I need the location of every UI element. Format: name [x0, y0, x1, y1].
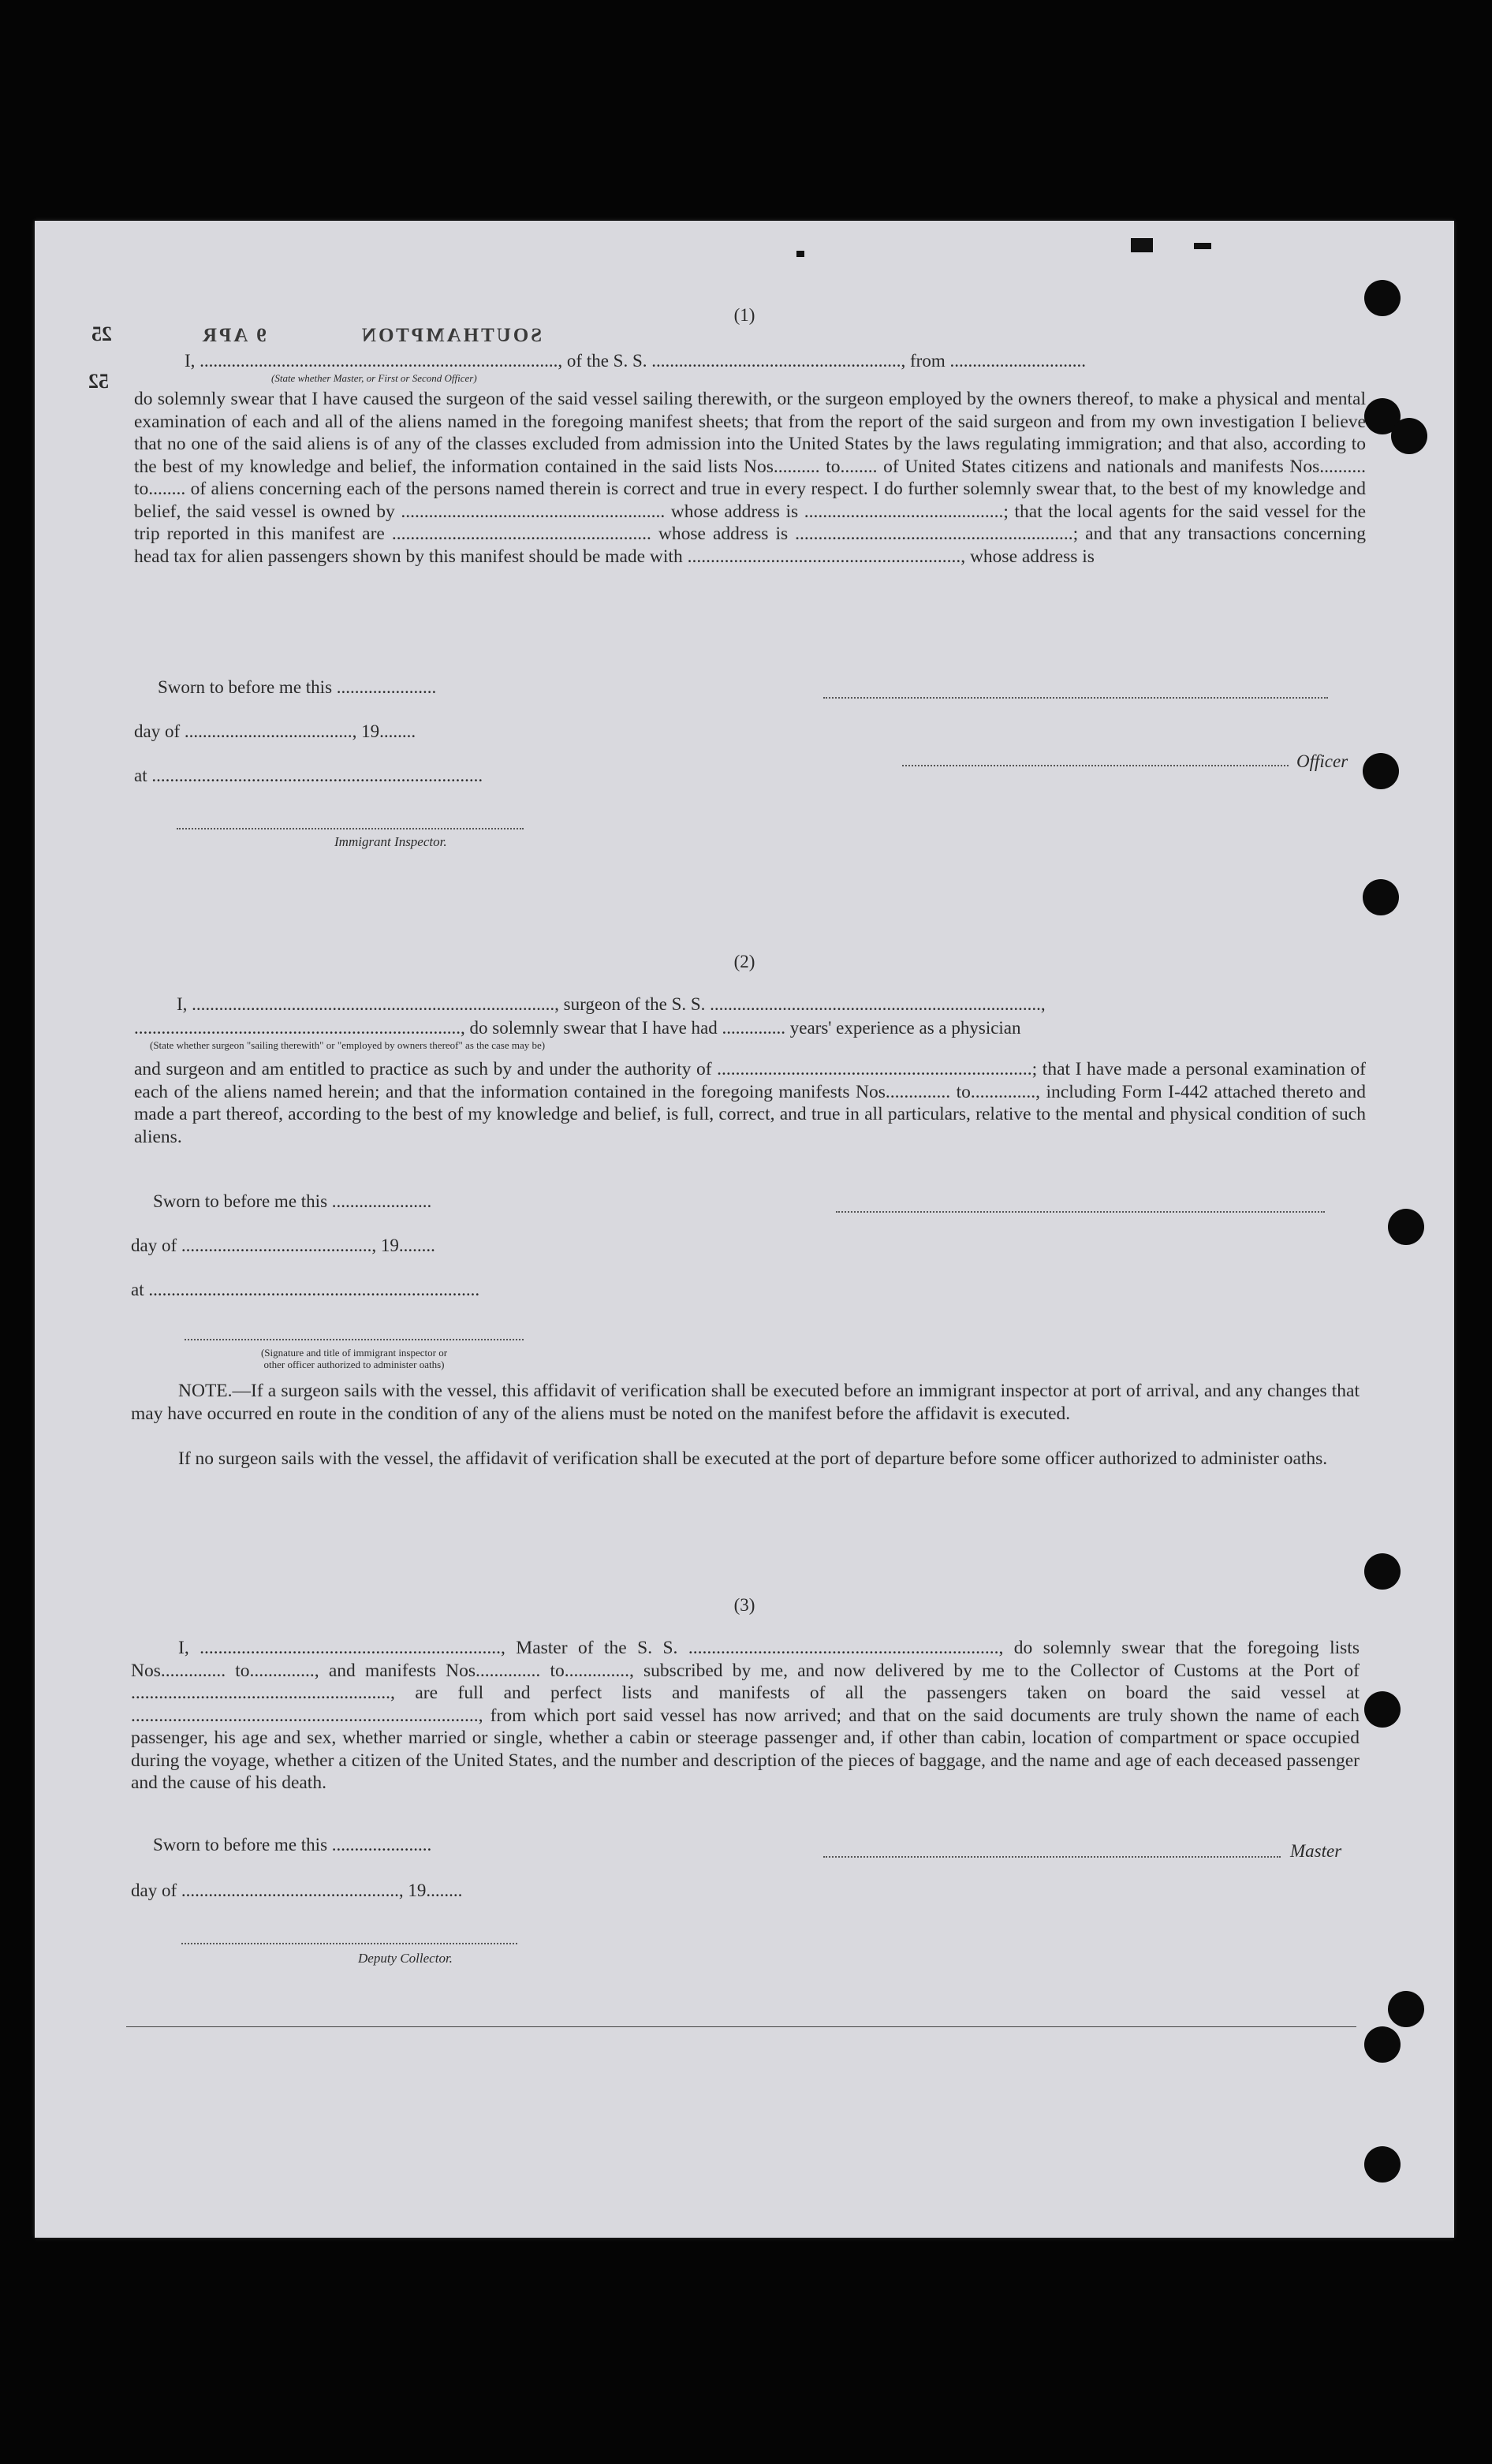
margin-mark-bottom: 52 [88, 370, 109, 393]
stamp-date: 9 APR [200, 325, 267, 346]
section1-at: at ......................................................................... [134, 766, 483, 785]
section1-line1: I, ..............................................................................., of the S. S. ......................................................., from .............................. [185, 351, 1086, 371]
section1-body: do solemnly swear that I have caused the surgeon of the said vessel sailing therewith, or the surgeon employed by the owners thereof, to make a physical and mental examination of each and all of the aliens named in the foregoing manifest sheets; that from the report of the said surgeon and from my own investigation I believe that no one of the said aliens is of any of the classes excluded from admission into the United States by the laws regulating immigration; and that also, according to the best of my knowledge and belief, the information contained in the said lists Nos.......... to........ of United States citizens and nationals and manifests Nos.......... to........ of aliens concerning each of the persons named therein is correct and true in every respect. I do further solemnly swear that, to the best of my knowledge and belief, the said vessel is owned by ......................................................... whose address is ...........................................; that the local agents for the said vessel for the trip reported in this manifest are ........................................................ whose address is ............................................................; and that any transactions concerning head tax for alien passengers shown by this manifest should be made with ..........................................................., whose address is [134, 389, 1366, 567]
document-sheet [35, 221, 1454, 2238]
inspector-line [177, 828, 524, 829]
section1-officer: Officer [1296, 751, 1348, 771]
ink-blot [796, 251, 804, 257]
section1-day: day of ....................................., 19........ [134, 721, 416, 741]
section2-note-para2: If no surgeon sails with the vessel, the affidavit of verification shall be executed at the port of departure before some officer authorized to administer oaths. [178, 1448, 1328, 1469]
section2-signature-note: (Signature and title of immigrant inspector or other officer authorized to administer oaths) [260, 1347, 448, 1370]
section3-sworn: Sworn to before me this ...................... [153, 1835, 432, 1855]
section1-number: (1) [733, 305, 755, 325]
ink-blot [1194, 243, 1211, 249]
master-signature-line [823, 1856, 1281, 1858]
stamp-port: SOUTHAMPTON [360, 325, 543, 346]
section2-line1: I, ................................................................................, surgeon of the S. S. ........................................................................., [177, 994, 1046, 1014]
punch-hole [1364, 1691, 1401, 1728]
section2-note-para1: NOTE.—If a surgeon sails with the vessel, this affidavit of verification shall be executed before an immigrant inspector at port of arrival, and any changes that may have occurred en route in the condition of any of the aliens must be noted on the manifest before the affidavit is executed. [131, 1381, 1360, 1424]
section2-at: at ......................................................................... [131, 1280, 480, 1299]
section2-number: (2) [733, 952, 755, 971]
section3-number: (3) [733, 1595, 755, 1615]
punch-hole [1363, 879, 1399, 915]
punch-hole [1364, 2026, 1401, 2063]
oath-officer-line [185, 1339, 524, 1340]
punch-hole [1364, 1553, 1401, 1590]
section2-body: and surgeon and am entitled to practice as such by and under the authority of ....................................................................; that I have made a personal examination of each of the aliens named herein; and that the information contained in the foregoing manifests Nos.............. to.............., including Form I-442 attached thereto and made a part thereof, according to the best of my knowledge and belief, is full, correct, and true in all particulars, relative to the mental and physical condition of such aliens. [134, 1059, 1366, 1147]
section3-collector: Deputy Collector. [358, 1951, 453, 1966]
section2-note: (State whether surgeon "sailing therewith" or "employed by owners thereof" as the case may be) [150, 1039, 546, 1051]
section3-body: I, ................................................................., Master of the S. S. ..................................................................., do solemnly swear that the foregoing lists Nos.............. to.............., and manifests Nos.............. to.............., subscribed by me, and now delivered by me to the Collector of Customs at the Port of ........................................................, are full and perfect lists and manifests of all the passengers taken on board the said vessel at ..........................................................................., from which port said vessel has now arrived; and that on the said documents are truly shown the name of each passenger, his age and sex, whether married or single, whether a cabin or steerage passenger and, if other than cabin, location of compartment or space occupied during the voyage, whether a citizen of the United States, and the number and description of the pieces of baggage, and the name and age of each deceased passenger and the cause of his death. [131, 1638, 1360, 1793]
ink-blot [1131, 238, 1153, 252]
section3-master: Master [1290, 1841, 1342, 1861]
bottom-rule [126, 2026, 1356, 2027]
collector-line [181, 1943, 517, 1944]
section2-sworn: Sworn to before me this ...................... [153, 1191, 432, 1211]
section1-inspector: Immigrant Inspector. [334, 834, 447, 849]
margin-mark-top: 25 [91, 322, 112, 345]
section2-line2: ........................................................................, do solemnly swear that I have had .............. years' experience as a physician [134, 1018, 1021, 1038]
punch-hole [1363, 753, 1399, 789]
section1-sworn: Sworn to before me this ...................... [158, 677, 437, 697]
punch-hole [1388, 1209, 1424, 1245]
surgeon-signature-line [836, 1211, 1325, 1213]
section2-day: day of .........................................., 19........ [131, 1236, 435, 1255]
punch-hole [1388, 1991, 1424, 2027]
punch-hole [1364, 2146, 1401, 2183]
section3-day: day of ................................................, 19........ [131, 1881, 463, 1900]
signature-line [823, 697, 1328, 699]
section1-note: (State whether Master, or First or Second Officer) [271, 372, 477, 384]
punch-hole [1391, 418, 1427, 454]
officer-line [902, 765, 1289, 766]
